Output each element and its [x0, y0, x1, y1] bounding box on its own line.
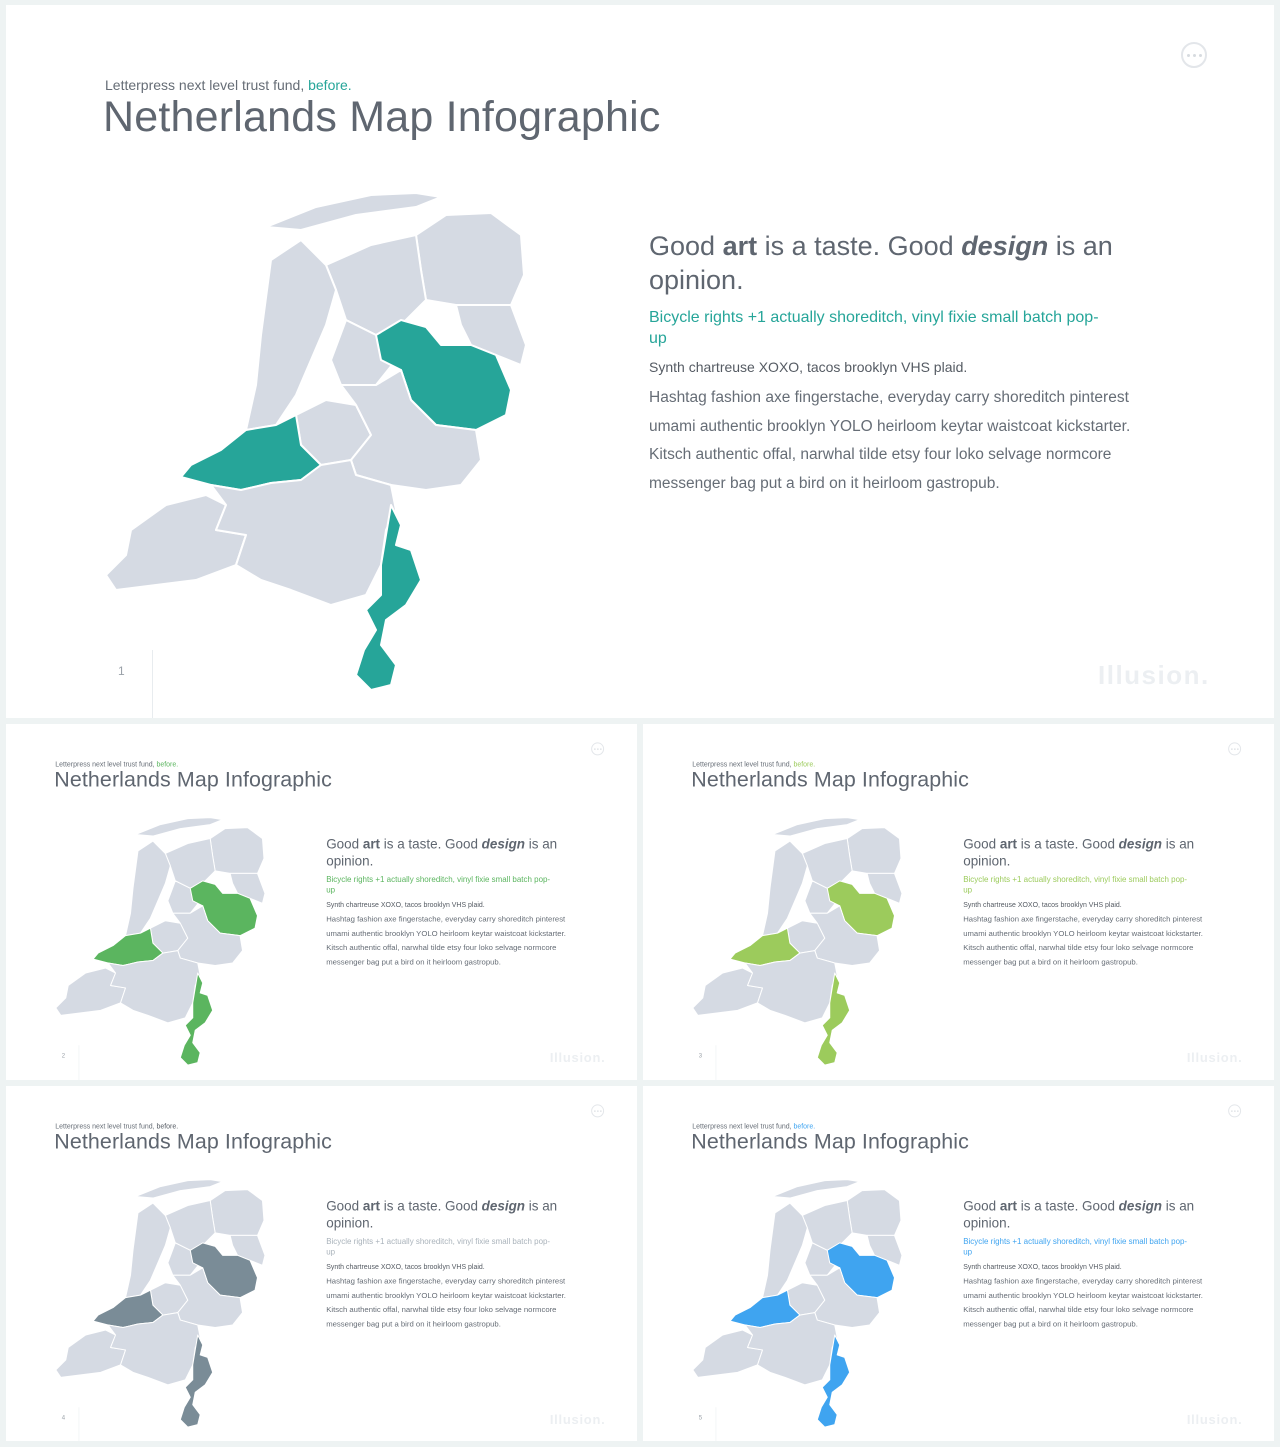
more-dot-icon [1234, 1110, 1235, 1111]
netherlands-map [688, 814, 907, 1068]
subtitle-text: Letterpress next level trust fund, [55, 759, 155, 768]
slide-heading [649, 229, 1149, 297]
heading-text: is an opinion. [326, 836, 558, 869]
slide-tagline: Bicycle rights +1 actually shoreditch, vinyl fixie small batch pop-up [963, 1237, 1188, 1257]
province-friesland [802, 839, 852, 889]
subtitle-highlight: before. [793, 759, 816, 768]
province-friesland [165, 839, 215, 889]
brand-logo: Illusion. [549, 1412, 606, 1428]
heading-italic: design [481, 836, 526, 852]
slide-tagline: Bicycle rights +1 actually shoreditch, vinyl fixie small batch pop-up [326, 875, 551, 895]
heading-text: is an opinion. [326, 1198, 558, 1231]
netherlands-map [96, 185, 536, 695]
more-dot-icon [597, 1110, 598, 1111]
page-number: 1 [118, 664, 125, 678]
slide-heading [963, 836, 1212, 870]
slide-4[interactable] [6, 1086, 637, 1441]
slide-lead: Synth chartreuse XOXO, tacos brooklyn VHS plaid. [963, 1262, 1122, 1271]
heading-text: Good [649, 231, 723, 261]
province-friesland [326, 235, 426, 335]
slide-body: Hashtag fashion axe fingerstache, everyday carry shoreditch pinterest umami authentic brooklyn YOLO heirloom keytar waistcoat kickstarter. Kitsch authentic offal, narwhal tilde etsy four loko selvage normcore messenger bag put a bird on it heirloom gastropub. [326, 1277, 566, 1329]
more-dot-icon [600, 748, 601, 749]
slide-body: Hashtag fashion axe fingerstache, everyday carry shoreditch pinterest umami authentic brooklyn YOLO heirloom keytar waistcoat kickstarter. Kitsch authentic offal, narwhal tilde etsy four loko selvage normcore messenger bag put a bird on it heirloom gastropub. [649, 389, 1131, 492]
subtitle-highlight: before. [793, 1121, 816, 1130]
heading-text: is a taste. Good [1017, 1198, 1119, 1214]
heading-bold: art [362, 1198, 381, 1214]
slide-2[interactable] [6, 724, 637, 1080]
province-groningen [210, 828, 264, 874]
page-number: 2 [61, 1052, 66, 1060]
slide-3[interactable] [643, 724, 1274, 1080]
netherlands-map [51, 1176, 270, 1430]
heading-italic: design [481, 1198, 526, 1214]
subtitle-highlight: before. [156, 759, 179, 768]
more-dot-icon [594, 748, 595, 749]
province-wadden [772, 1180, 859, 1198]
province-friesland [802, 1201, 852, 1251]
more-options-button[interactable] [1228, 1104, 1241, 1117]
heading-text: Good [963, 836, 1000, 852]
page-number: 5 [698, 1414, 703, 1422]
brand-logo: Illusion. [1098, 660, 1210, 690]
slide-subtitle [692, 760, 815, 768]
slide-title: Netherlands Map Infographic [54, 767, 332, 792]
subtitle-highlight: before. [156, 1121, 179, 1130]
slide-title: Netherlands Map Infographic [54, 1129, 332, 1154]
more-dot-icon [1231, 748, 1232, 749]
slide-subtitle [55, 1122, 178, 1130]
subtitle-text: Letterpress next level trust fund, [692, 759, 792, 768]
slide-heading [963, 1198, 1212, 1232]
slide-lead: Synth chartreuse XOXO, tacos brooklyn VHS plaid. [963, 900, 1122, 909]
page-number: 3 [698, 1052, 703, 1060]
slide-title: Netherlands Map Infographic [103, 93, 661, 141]
more-dot-icon [600, 1110, 601, 1111]
province-groningen [210, 1190, 264, 1236]
subtitle-text: Letterpress next level trust fund, [692, 1121, 792, 1130]
heading-bold: art [722, 231, 758, 261]
heading-text: is a taste. Good [380, 1198, 482, 1214]
slide-tagline: Bicycle rights +1 actually shoreditch, vinyl fixie small batch pop-up [326, 1237, 551, 1257]
slide-tagline: Bicycle rights +1 actually shoreditch, vinyl fixie small batch pop-up [649, 309, 1099, 347]
heading-text: is a taste. Good [1017, 836, 1119, 852]
brand-logo: Illusion. [1186, 1050, 1243, 1066]
slide-title: Netherlands Map Infographic [691, 767, 969, 792]
heading-text: is an opinion. [963, 836, 1195, 869]
slide-heading [326, 836, 575, 870]
subtitle-highlight: before. [308, 77, 352, 93]
heading-bold: art [999, 836, 1018, 852]
netherlands-map [688, 1176, 907, 1430]
netherlands-map [51, 814, 270, 1068]
slide-subtitle [55, 760, 178, 768]
heading-text: is a taste. Good [380, 836, 482, 852]
heading-bold: art [999, 1198, 1018, 1214]
subtitle-text: Letterpress next level trust fund, [55, 1121, 155, 1130]
slide-title: Netherlands Map Infographic [691, 1129, 969, 1154]
more-dot-icon [1199, 54, 1202, 57]
slide-body: Hashtag fashion axe fingerstache, everyday carry shoreditch pinterest umami authentic brooklyn YOLO heirloom keytar waistcoat kickstarter. Kitsch authentic offal, narwhal tilde etsy four loko selvage normcore messenger bag put a bird on it heirloom gastropub. [326, 915, 566, 967]
more-dot-icon [1231, 1110, 1232, 1111]
slide-heading [326, 1198, 575, 1232]
more-dot-icon [1237, 748, 1238, 749]
heading-text: Good [326, 836, 363, 852]
province-wadden [135, 818, 222, 836]
more-options-button[interactable] [591, 742, 604, 755]
more-options-button[interactable] [591, 1104, 604, 1117]
subtitle-text: Letterpress next level trust fund, [105, 77, 305, 93]
province-groningen [847, 1190, 901, 1236]
province-groningen [416, 213, 524, 305]
heading-italic: design [961, 231, 1049, 261]
province-groningen [847, 828, 901, 874]
more-dot-icon [1234, 748, 1235, 749]
slide-tagline: Bicycle rights +1 actually shoreditch, vinyl fixie small batch pop-up [963, 875, 1188, 895]
province-wadden [772, 818, 859, 836]
slide-lead: Synth chartreuse XOXO, tacos brooklyn VHS plaid. [326, 900, 485, 909]
slide-lead: Synth chartreuse XOXO, tacos brooklyn VHS plaid. [326, 1262, 485, 1271]
heading-text: Good [326, 1198, 363, 1214]
more-dot-icon [1187, 54, 1190, 57]
slide-subtitle [692, 1122, 815, 1130]
slide-body: Hashtag fashion axe fingerstache, everyday carry shoreditch pinterest umami authentic brooklyn YOLO heirloom keytar waistcoat kickstarter. Kitsch authentic offal, narwhal tilde etsy four loko selvage normcore messenger bag put a bird on it heirloom gastropub. [963, 915, 1203, 967]
more-dot-icon [1237, 1110, 1238, 1111]
more-options-button[interactable] [1181, 42, 1207, 68]
heading-text: is a taste. Good [757, 231, 962, 261]
heading-text: Good [963, 1198, 1000, 1214]
divider [152, 650, 153, 718]
slide-1[interactable] [6, 5, 1274, 718]
more-dot-icon [594, 1110, 595, 1111]
brand-logo: Illusion. [549, 1050, 606, 1066]
heading-text: is an opinion. [963, 1198, 1195, 1231]
heading-bold: art [362, 836, 381, 852]
heading-text: is an opinion. [649, 231, 1113, 295]
heading-italic: design [1118, 1198, 1163, 1214]
province-friesland [165, 1201, 215, 1251]
heading-italic: design [1118, 836, 1163, 852]
province-wadden [266, 193, 441, 230]
more-dot-icon [597, 748, 598, 749]
province-wadden [135, 1180, 222, 1198]
brand-logo: Illusion. [1186, 1412, 1243, 1428]
more-options-button[interactable] [1228, 742, 1241, 755]
slide-5[interactable] [643, 1086, 1274, 1441]
more-dot-icon [1193, 54, 1196, 57]
slide-body: Hashtag fashion axe fingerstache, everyday carry shoreditch pinterest umami authentic brooklyn YOLO heirloom keytar waistcoat kickstarter. Kitsch authentic offal, narwhal tilde etsy four loko selvage normcore messenger bag put a bird on it heirloom gastropub. [963, 1277, 1203, 1329]
slide-lead: Synth chartreuse XOXO, tacos brooklyn VHS plaid. [649, 359, 968, 375]
slide-subtitle [105, 77, 352, 93]
page-number: 4 [61, 1414, 66, 1422]
